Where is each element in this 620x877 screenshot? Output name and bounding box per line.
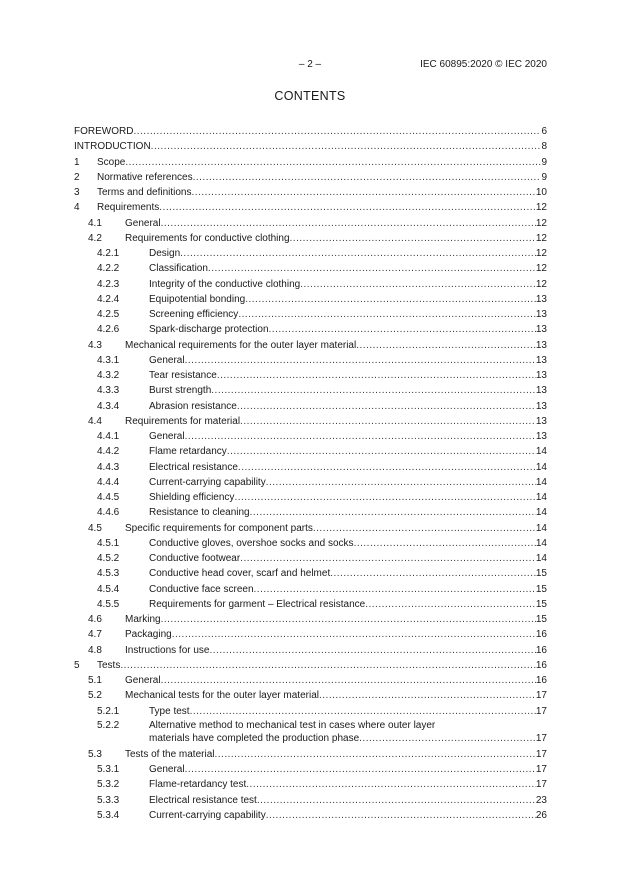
dot-leader <box>192 185 536 200</box>
dot-leader <box>161 673 536 688</box>
toc-entry[interactable] <box>74 292 547 307</box>
toc-entry-title: Classification <box>149 263 208 275</box>
toc-entry[interactable] <box>74 566 547 581</box>
toc-entry[interactable] <box>74 490 547 505</box>
toc-entry-number: 5.2.2 <box>97 719 120 731</box>
toc-entry[interactable] <box>74 643 547 658</box>
toc-entry[interactable] <box>74 536 547 551</box>
toc-entry[interactable] <box>74 505 547 520</box>
toc-entry[interactable] <box>74 414 547 429</box>
toc-entry-page: 12 <box>535 263 547 275</box>
toc-entry-title: Requirements for garment – Electrical resistance <box>149 598 366 610</box>
toc-entry-number: 4.4.5 <box>97 492 120 503</box>
toc-entry-page: 13 <box>535 385 547 397</box>
toc-entry[interactable] <box>74 353 547 368</box>
toc-entry[interactable] <box>74 231 547 246</box>
toc-entry-number: 4 <box>74 202 80 214</box>
toc-entry-title: Packaging <box>125 629 172 641</box>
toc-entry-number: 4.4.3 <box>97 461 120 473</box>
page-title: CONTENTS <box>274 89 346 103</box>
toc-entry-number: 4.5.2 <box>97 553 120 564</box>
toc-entry-title: Resistance to cleaning <box>149 507 250 519</box>
toc-entry[interactable] <box>74 429 547 444</box>
toc-entry-title: Mechanical requirements for the outer layer material <box>125 339 357 351</box>
toc-entry-number: 5.2 <box>88 690 102 702</box>
toc-entry-page: 17 <box>535 705 547 717</box>
toc-entry-page: 15 <box>535 614 547 625</box>
toc-entry-page: 17 <box>535 748 547 760</box>
dot-leader <box>180 246 536 261</box>
dot-leader <box>266 475 536 490</box>
toc-entry-page: 14 <box>535 492 547 503</box>
toc-entry-title: Requirements <box>97 202 160 214</box>
toc-entry-title: General <box>125 217 161 229</box>
toc-entry-page: 13 <box>535 354 547 366</box>
toc-entry-title-continuation: materials have completed the production phase <box>149 732 360 744</box>
toc-entry-title: Conductive face screen <box>149 583 254 595</box>
toc-entry-title: Flame retardancy <box>149 446 227 458</box>
toc-entry-title: Integrity of the conductive clothing <box>149 278 301 290</box>
toc-entry[interactable] <box>74 521 547 536</box>
toc-entry-page: 14 <box>535 507 547 519</box>
standard-reference: IEC 60895:2020 © IEC 2020 <box>420 59 547 70</box>
toc-entry[interactable] <box>74 322 547 337</box>
toc-entry-number: 4.5.1 <box>97 537 120 549</box>
toc-entry-title: Flame-retardancy test <box>149 779 247 791</box>
dot-leader <box>227 444 536 459</box>
toc-entry-number: 4.5.3 <box>97 568 120 580</box>
toc-entry-title: General <box>149 354 185 366</box>
toc-entry-title: Spark-discharge protection <box>149 324 269 336</box>
toc-entry-title: Specific requirements for component parts <box>125 522 313 534</box>
toc-entry[interactable] <box>74 261 547 276</box>
toc-entry-number: 4.4.1 <box>97 431 120 442</box>
toc-entry-page: 14 <box>535 446 547 458</box>
toc-entry-page: 12 <box>535 278 547 290</box>
toc-entry[interactable] <box>74 777 547 792</box>
toc-entry-page: 14 <box>535 537 547 549</box>
toc-entry-number: 4.4 <box>88 415 102 427</box>
toc-entry-page: 12 <box>535 217 547 229</box>
toc-entry-page: 10 <box>535 187 547 198</box>
toc-entry-page: 17 <box>535 764 547 775</box>
dot-leader <box>214 747 535 762</box>
toc-entry-page: 14 <box>535 476 547 488</box>
dot-leader <box>354 536 536 551</box>
toc-entry-page: 16 <box>535 675 547 686</box>
toc-entry-number: 1 <box>74 156 80 168</box>
dot-leader <box>185 762 536 777</box>
toc-entry[interactable] <box>74 719 547 747</box>
toc-entry-page: 14 <box>535 553 547 564</box>
dot-leader <box>240 551 536 566</box>
toc-entry-page: 17 <box>535 779 547 791</box>
toc-entry[interactable] <box>74 383 547 398</box>
toc-entry-number: 4.3 <box>88 339 102 351</box>
dot-leader <box>356 338 536 353</box>
dot-leader <box>151 139 542 154</box>
dot-leader <box>240 414 536 429</box>
toc-entry-title: Current-carrying capability <box>149 476 266 488</box>
toc-entry-page: 16 <box>535 644 547 656</box>
toc-entry[interactable] <box>74 338 547 353</box>
toc-entry[interactable] <box>74 444 547 459</box>
toc-entry-number: 5.3.2 <box>97 779 120 791</box>
toc-entry-number: 5.2.1 <box>97 705 120 717</box>
toc-entry-title: Marking <box>125 614 161 625</box>
dot-leader <box>208 261 536 276</box>
dot-leader <box>133 124 541 139</box>
toc-entry-number: 4.2 <box>88 232 102 244</box>
toc-entry-number: 4.8 <box>88 644 102 656</box>
toc-entry-number: 4.5.4 <box>97 583 120 595</box>
toc-entry-number: 5.1 <box>88 675 102 686</box>
dot-leader <box>161 612 536 627</box>
toc-entry-title: Current-carrying capability <box>149 809 266 821</box>
dot-leader <box>159 200 536 215</box>
toc-entry-title: Conductive footwear <box>149 553 241 564</box>
toc-entry-number: 4.1 <box>88 217 102 229</box>
toc-entry[interactable] <box>74 368 547 383</box>
toc-entry-number: 4.4.6 <box>97 507 120 519</box>
toc-entry-page: 13 <box>535 431 547 442</box>
dot-leader <box>266 808 536 823</box>
toc-entry[interactable] <box>74 688 547 703</box>
toc-entry-title: General <box>125 675 161 686</box>
toc-entry-number: 5.3 <box>88 748 102 760</box>
toc-entry-page: 17 <box>535 732 547 744</box>
toc-entry[interactable] <box>74 582 547 597</box>
toc-entry-number: 4.3.1 <box>97 354 120 366</box>
toc-entry-title: Normative references <box>97 171 193 183</box>
toc-entry-number: 2 <box>74 171 80 183</box>
toc-entry[interactable] <box>74 216 547 231</box>
toc-entry-number: 5.3.1 <box>97 764 120 775</box>
toc-entry-title: Burst strength <box>149 385 212 397</box>
toc-entry-title: Tests <box>97 659 121 671</box>
toc-entry[interactable] <box>74 460 547 475</box>
toc-entry-page: 13 <box>535 400 547 412</box>
toc-entry[interactable] <box>74 399 547 414</box>
toc-entry-title: Terms and definitions <box>97 187 192 198</box>
toc-entry-number: 4.2.5 <box>97 309 120 320</box>
toc-entry-title: Shielding efficiency <box>149 492 235 503</box>
toc-entry-title: Requirements for conductive clothing <box>125 232 290 244</box>
toc-entry[interactable] <box>74 808 547 823</box>
dot-leader <box>313 521 536 536</box>
toc-entry-page: 12 <box>535 248 547 259</box>
toc-entry-title: Abrasion resistance <box>149 400 237 412</box>
dot-leader <box>238 307 536 322</box>
dot-leader <box>209 643 535 658</box>
toc-entry-page: 26 <box>535 809 547 821</box>
toc-entry-title: Equipotential bonding <box>149 293 246 305</box>
toc-entry-title: Instructions for use <box>125 644 210 656</box>
toc-entry-number: 4.2.4 <box>97 293 120 305</box>
toc-entry-page: 14 <box>535 461 547 473</box>
toc-entry-number: 4.7 <box>88 629 102 641</box>
toc-entry-number: 4.5.5 <box>97 598 120 610</box>
dot-leader <box>257 793 536 808</box>
page-number-marker: – 2 – <box>298 59 322 70</box>
toc-entry[interactable] <box>74 658 547 673</box>
table-of-contents <box>74 124 547 823</box>
toc-entry[interactable] <box>74 793 547 808</box>
toc-entry[interactable] <box>74 762 547 777</box>
toc-entry-page: 17 <box>535 690 547 702</box>
toc-entry[interactable] <box>74 704 547 719</box>
toc-entry-number: 5.3.3 <box>97 794 120 806</box>
toc-entry-title: Conductive head cover, scarf and helmet <box>149 568 331 580</box>
toc-entry-number: 4.2.6 <box>97 324 120 336</box>
toc-entry-number: 4.6 <box>88 614 102 625</box>
toc-entry-page: 16 <box>535 629 547 641</box>
toc-entry-title: Screening efficiency <box>149 309 239 320</box>
dot-leader <box>359 732 536 745</box>
toc-entry[interactable] <box>74 246 547 261</box>
dot-leader <box>254 582 536 597</box>
toc-entry-title: INTRODUCTION <box>74 141 151 153</box>
toc-entry-page: 6 <box>541 126 547 137</box>
toc-entry-page: 9 <box>541 156 547 168</box>
toc-entry[interactable] <box>74 124 547 139</box>
toc-entry-title: General <box>149 431 185 442</box>
toc-entry-title: Requirements for material <box>125 415 241 427</box>
dot-leader <box>300 277 536 292</box>
toc-entry-title: General <box>149 764 185 775</box>
dot-leader <box>269 322 536 337</box>
toc-entry-title: Tear resistance <box>149 370 217 381</box>
dot-leader <box>217 368 536 383</box>
toc-entry-title: Scope <box>97 156 126 168</box>
toc-entry-number: 4.2.2 <box>97 263 120 275</box>
toc-entry-page: 16 <box>535 659 547 671</box>
toc-entry-page: 13 <box>535 339 547 351</box>
toc-entry[interactable] <box>74 277 547 292</box>
toc-entry-page: 9 <box>541 171 547 183</box>
dot-leader <box>161 216 536 231</box>
toc-entry-number: 5.3.4 <box>97 809 120 821</box>
dot-leader <box>365 597 536 612</box>
dot-leader <box>172 627 536 642</box>
dot-leader <box>290 231 536 246</box>
dot-leader <box>246 777 536 792</box>
dot-leader <box>193 170 542 185</box>
dot-leader <box>190 704 536 719</box>
toc-entry-number: 4.3.3 <box>97 385 120 397</box>
toc-entry-title: Mechanical tests for the outer layer material <box>125 690 319 702</box>
dot-leader <box>238 460 536 475</box>
toc-entry-title: Tests of the material <box>125 748 215 760</box>
toc-entry[interactable] <box>74 200 547 215</box>
toc-entry-number: 4.2.1 <box>97 248 120 259</box>
toc-entry-title: Electrical resistance test <box>149 794 257 806</box>
toc-entry-number: 5 <box>74 659 80 671</box>
toc-entry[interactable] <box>74 747 547 762</box>
dot-leader <box>120 658 536 673</box>
toc-entry[interactable] <box>74 597 547 612</box>
toc-entry[interactable] <box>74 551 547 566</box>
toc-entry-number: 4.3.4 <box>97 400 120 412</box>
toc-entry[interactable] <box>74 475 547 490</box>
toc-entry[interactable] <box>74 673 547 688</box>
dot-leader <box>250 505 536 520</box>
toc-entry-page: 15 <box>535 598 547 610</box>
toc-entry-title: FOREWORD <box>74 126 134 137</box>
toc-entry-page: 13 <box>535 415 547 427</box>
toc-entry-page: 8 <box>541 141 547 153</box>
toc-entry-page: 13 <box>535 324 547 336</box>
toc-entry[interactable] <box>74 185 547 200</box>
toc-entry-number: 4.4.2 <box>97 446 120 458</box>
toc-entry-number: 4.2.3 <box>97 278 120 290</box>
toc-entry-page: 13 <box>535 309 547 320</box>
dot-leader <box>245 292 536 307</box>
dot-leader <box>330 566 536 581</box>
toc-entry-number: 3 <box>74 187 80 198</box>
toc-entry-page: 15 <box>535 568 547 580</box>
toc-entry[interactable] <box>74 155 547 170</box>
toc-entry[interactable] <box>74 612 547 627</box>
toc-entry[interactable] <box>74 139 547 154</box>
toc-entry-number: 4.3.2 <box>97 370 120 381</box>
toc-entry-page: 13 <box>535 370 547 381</box>
toc-entry-page: 15 <box>535 583 547 595</box>
toc-entry-number: 4.4.4 <box>97 476 120 488</box>
dot-leader <box>185 429 536 444</box>
toc-entry-title: Type test <box>149 705 190 717</box>
toc-entry-page: 13 <box>535 293 547 305</box>
toc-entry-title: Electrical resistance <box>149 461 238 473</box>
toc-entry-page: 14 <box>535 522 547 534</box>
dot-leader <box>125 155 541 170</box>
toc-entry-page: 12 <box>535 202 547 214</box>
toc-entry-page: 12 <box>535 232 547 244</box>
dot-leader <box>237 399 536 414</box>
toc-entry-number: 4.5 <box>88 522 102 534</box>
toc-entry[interactable] <box>74 307 547 322</box>
toc-entry[interactable] <box>74 170 547 185</box>
dot-leader <box>211 383 536 398</box>
toc-entry[interactable] <box>74 627 547 642</box>
toc-entry-title: Design <box>149 248 181 259</box>
dot-leader <box>319 688 536 703</box>
toc-entry-title: Alternative method to mechanical test in cases where outer layer <box>149 719 436 731</box>
dot-leader <box>234 490 535 505</box>
toc-entry-page: 23 <box>535 794 547 806</box>
dot-leader <box>185 353 536 368</box>
toc-entry-title: Conductive gloves, overshoe socks and socks <box>149 537 354 549</box>
